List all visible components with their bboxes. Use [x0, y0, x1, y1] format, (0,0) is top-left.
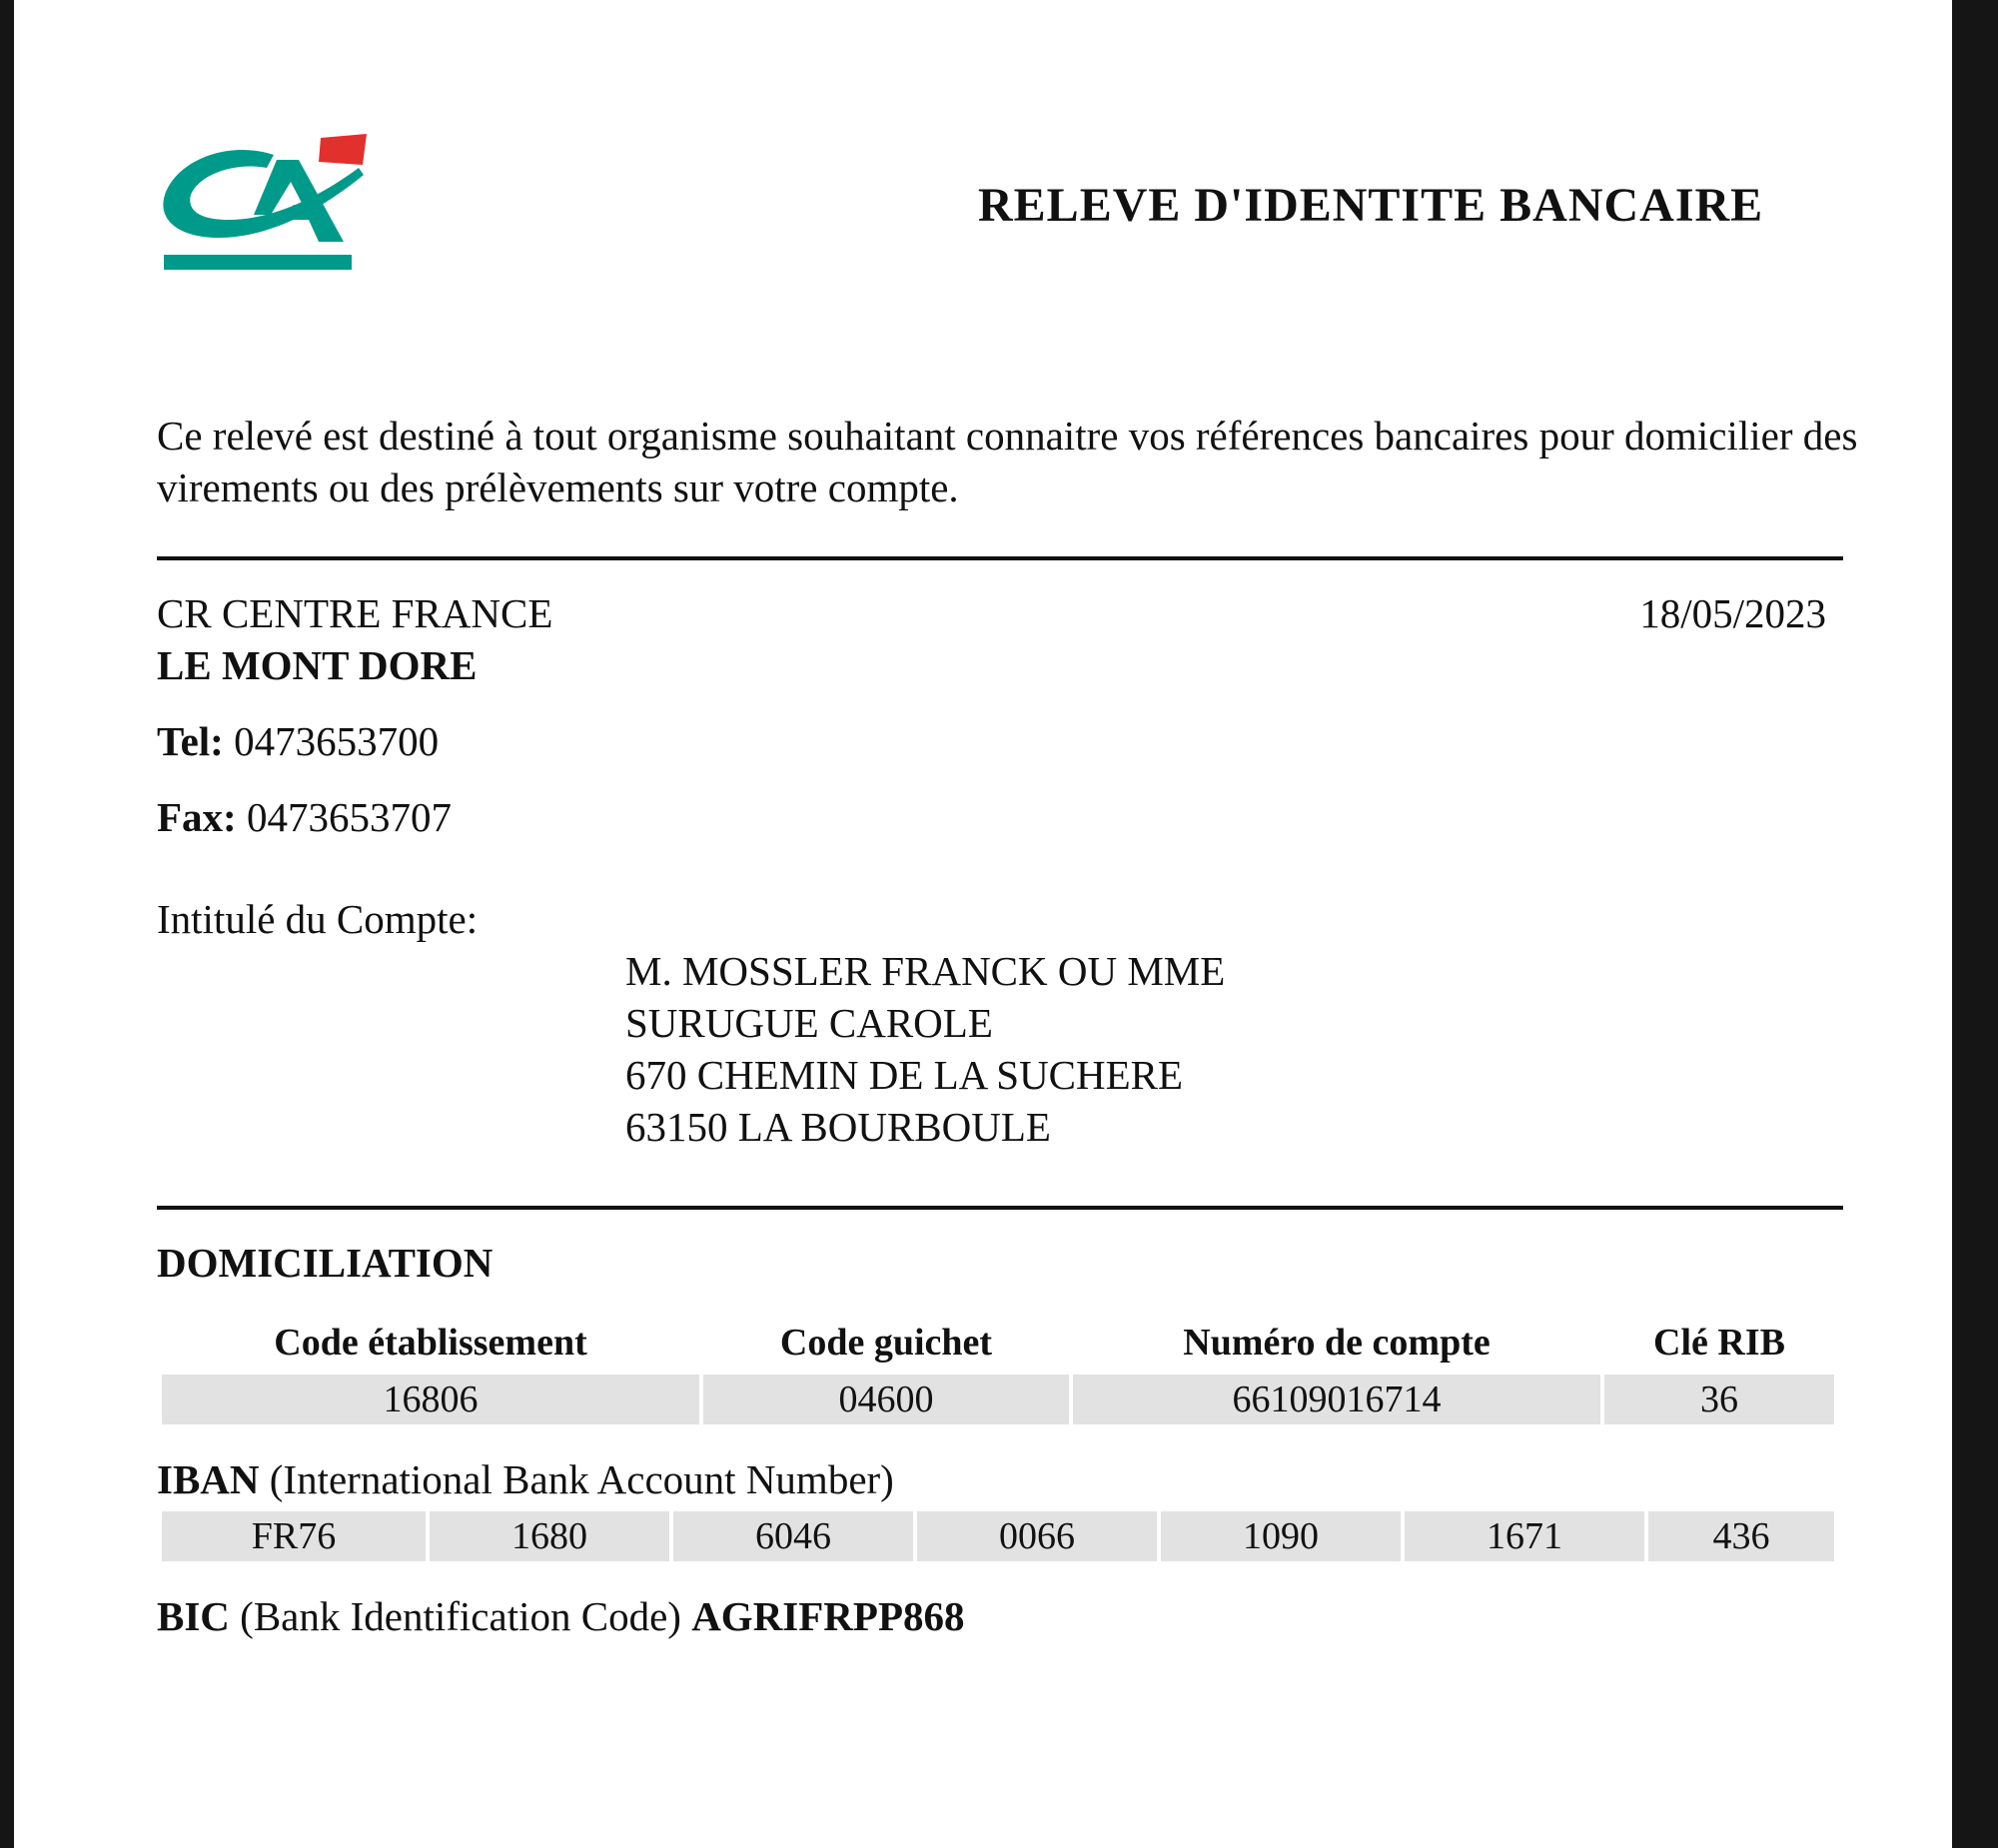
fax-line	[157, 791, 452, 843]
header-cle-rib: Clé RIB	[1653, 1322, 1785, 1364]
phone-number: 0473653700	[234, 718, 440, 764]
holder-line: 670 CHEMIN DE LA SUCHERE	[625, 1052, 1184, 1098]
header-numero-compte: Numéro de compte	[1183, 1322, 1491, 1364]
fax-number: 0473653707	[246, 794, 452, 840]
account-holder-address	[625, 945, 1225, 1153]
holder-line: SURUGUE CAROLE	[625, 1000, 993, 1046]
document-page	[14, 0, 1952, 1848]
divider	[157, 556, 1843, 560]
fax-label: Fax:	[157, 794, 237, 840]
header-code-guichet: Code guichet	[779, 1322, 993, 1364]
credit-agricole-logo	[159, 120, 369, 275]
iban-label-line	[157, 1453, 894, 1505]
bic-label: BIC	[157, 1593, 230, 1639]
branch-name: LE MONT DORE	[157, 642, 478, 688]
iban-group: 6046	[673, 1511, 913, 1561]
bic-description: (Bank Identification Code)	[240, 1593, 681, 1639]
iban-description: (International Bank Account Number)	[269, 1456, 894, 1502]
iban-label: IBAN	[157, 1456, 260, 1502]
code-guichet-value: 04600	[703, 1375, 1069, 1424]
domiciliation-title: DOMICILIATION	[157, 1240, 494, 1286]
intro-text: Ce relevé est destiné à tout organisme souhaitant connaitre vos références bancaires pour domicilier des virements ou des prélèvements sur votre compte.	[157, 413, 1858, 510]
statement-date: 18/05/2023	[1639, 590, 1826, 636]
holder-line: 63150 LA BOURBOULE	[625, 1104, 1051, 1150]
agency-name: CR CENTRE FRANCE	[157, 590, 553, 636]
iban-group: 1671	[1405, 1511, 1644, 1561]
iban-group: 0066	[917, 1511, 1157, 1561]
document-title: RELEVE D'IDENTITE BANCAIRE	[978, 179, 1764, 232]
bic-line	[157, 1590, 965, 1642]
bic-value: AGRIFRPP868	[691, 1593, 965, 1639]
code-etablissement-value: 16806	[162, 1375, 699, 1424]
header-code-etablissement: Code établissement	[274, 1322, 587, 1364]
numero-compte-value: 66109016714	[1073, 1375, 1600, 1424]
iban-group: 436	[1648, 1511, 1834, 1561]
phone-line	[157, 715, 439, 767]
cle-rib-value: 36	[1604, 1375, 1834, 1424]
iban-group: 1090	[1161, 1511, 1401, 1561]
account-holder-label: Intitulé du Compte:	[157, 896, 479, 942]
iban-group: FR76	[162, 1511, 426, 1561]
holder-line: M. MOSSLER FRANCK OU MME	[625, 948, 1226, 994]
phone-label: Tel:	[157, 718, 224, 764]
iban-group: 1680	[430, 1511, 669, 1561]
divider	[157, 1206, 1843, 1210]
